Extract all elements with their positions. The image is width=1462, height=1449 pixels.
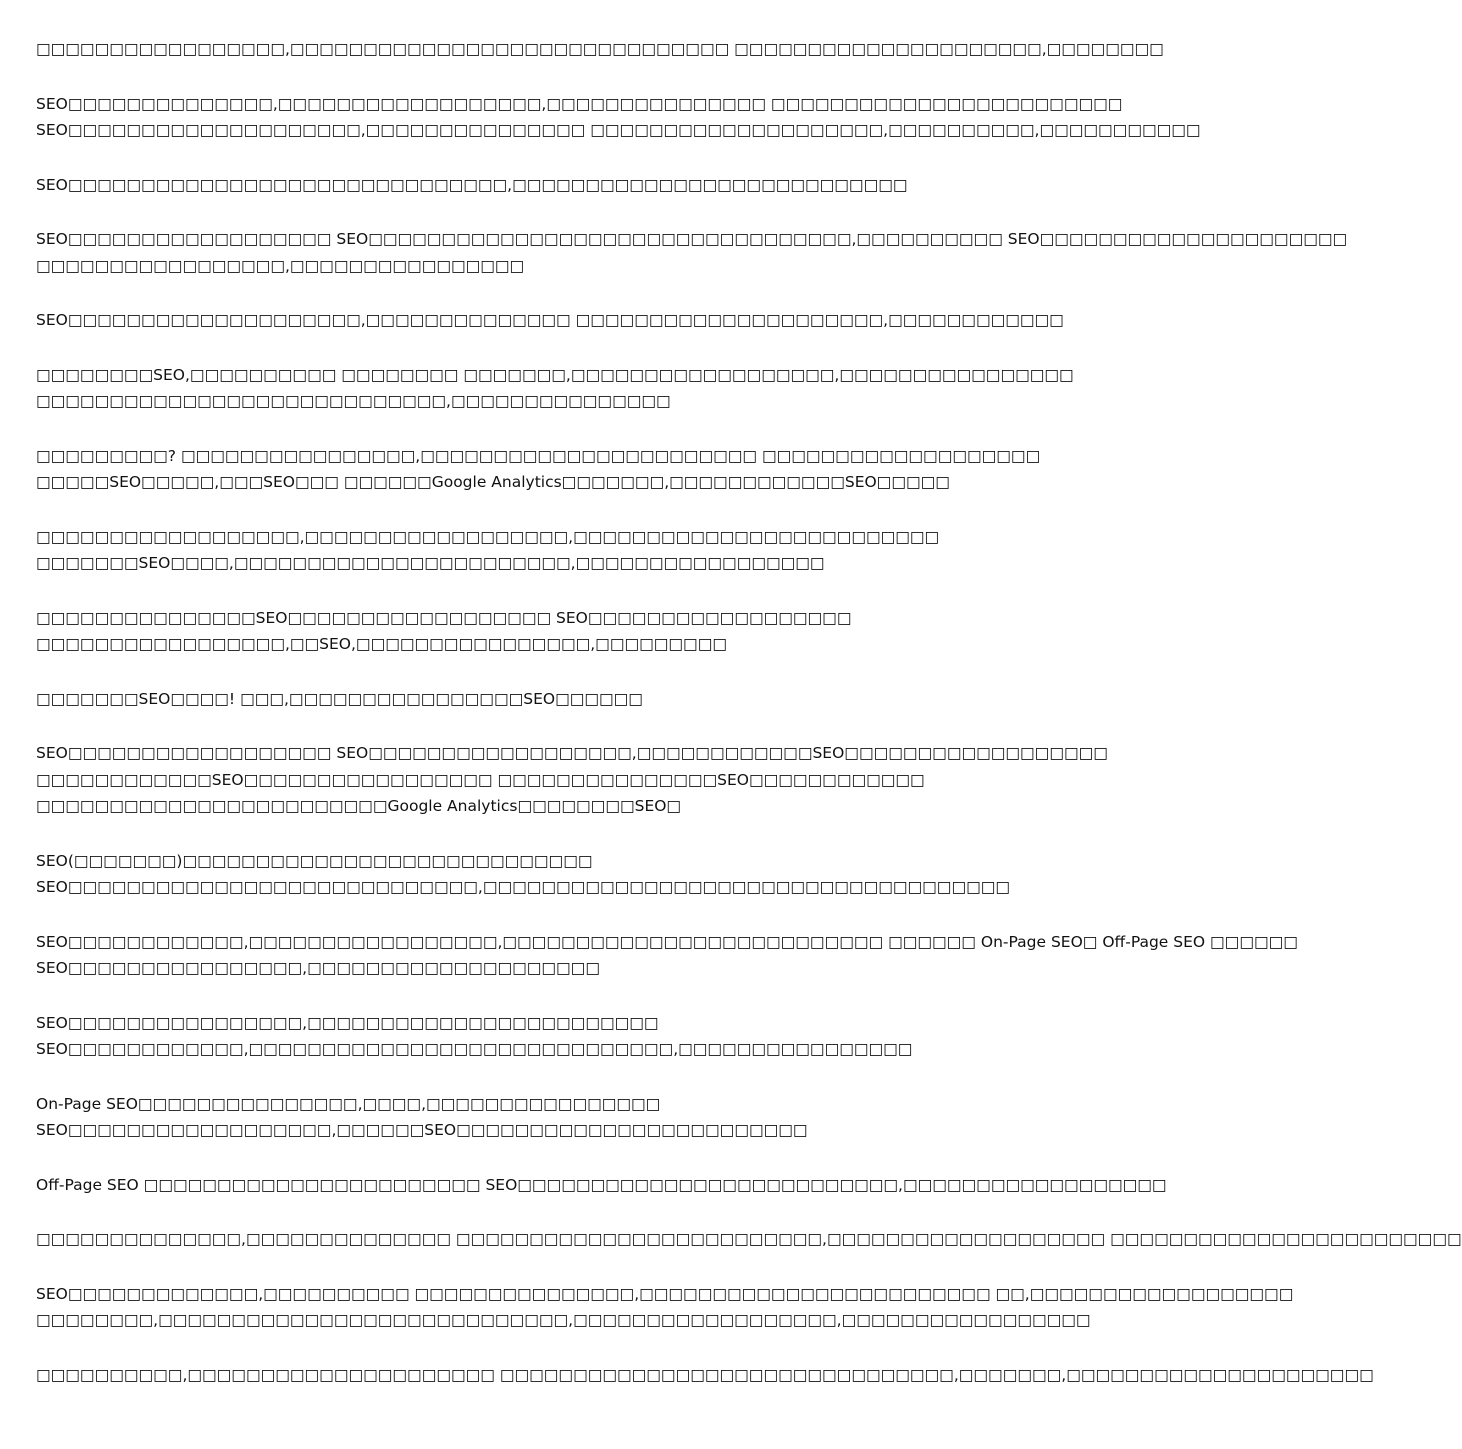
text-line: SEO(□□□□□□□)□□□□□□□□□□□□□□□□□□□□□□□□□□□□	[36, 851, 593, 870]
text-line: SEO□□□□□□□□□□□□,□□□□□□□□□□□□□□□□□,□□□□□□□□□□□□□□□□□□□□□□□□□□ □□□□□□ On-Page SEO□ Off-Page SEO □□□□□□	[36, 932, 1298, 951]
text-line: □□□□□□□□□□□□□□□□□,□□□□□□□□□□□□□□□□	[36, 256, 525, 275]
paragraph	[36, 1010, 996, 1063]
text-line: Off-Page SEO □□□□□□□□□□□□□□□□□□□□□□□ SEO□□□□□□□□□□□□□□□□□□□□□□□□□□,□□□□□□□□□□□□□□□□□□	[36, 1175, 1167, 1194]
text-line: SEO□□□□□□□□□□□□□□□□□□□□,□□□□□□□□□□□□□□□ □□□□□□□□□□□□□□□□□□□□,□□□□□□□□□□,□□□□□□□□□□□	[36, 121, 1201, 139]
paragraph	[36, 686, 996, 713]
text-line: On-Page SEO□□□□□□□□□□□□□□□,□□□□,□□□□□□□□□□□□□□□□	[36, 1094, 661, 1113]
text-line: SEO□□□□□□□□□□□□□□□□□□,□□□□□□SEO□□□□□□□□□□□□□□□□□□□□□□□□	[36, 1121, 808, 1139]
paragraph	[36, 524, 996, 577]
text-line: SEO□□□□□□□□□□□□□□□□,□□□□□□□□□□□□□□□□□□□□□□□□	[36, 1013, 659, 1032]
paragraph	[36, 1362, 1374, 1389]
paragraph	[36, 1281, 1294, 1334]
paragraph	[36, 1226, 1462, 1253]
text-line: SEO□□□□□□□□□□□□,□□□□□□□□□□□□□□□□□□□□□□□□□□□□□,□□□□□□□□□□□□□□□□	[36, 1040, 913, 1058]
text-line: □□□□□□□□□□□□□□□SEO□□□□□□□□□□□□□□□□□□ SEO□□□□□□□□□□□□□□□□□□	[36, 608, 852, 627]
text-line: SEO□□□□□□□□□□□□□□□□□□ SEO□□□□□□□□□□□□□□□□□□□□□□□□□□□□□□□□□,□□□□□□□□□□ SEO□□□□□□□□□□□□□□□□□□□□□	[36, 230, 1348, 248]
paragraph	[36, 605, 996, 658]
text-line: □□□□□□□□□□□□□□□□□,□□□□□□□□□□□□□□□□□□□□□□□□□□□□□□ □□□□□□□□□□□□□□□□□□□□□,□□□□□□□□	[36, 40, 1164, 58]
text-line: SEO□□□□□□□□□□□□□□□□□□□□□□□□□□□□□□,□□□□□□□□□□□□□□□□□□□□□□□□□□□	[36, 175, 908, 194]
text-line: □□□□□SEO□□□□□,□□□SEO□□□ □□□□□□Google Analytics□□□□□□□,□□□□□□□□□□□□SEO□□□□□	[36, 473, 950, 491]
text-line: SEO□□□□□□□□□□□□□,□□□□□□□□□□ □□□□□□□□□□□□□□□,□□□□□□□□□□□□□□□□□□□□□□□□ □□,□□□□□□□□□□□□□□□□□□	[36, 1284, 1294, 1303]
paragraph	[36, 36, 1164, 63]
text-line: □□□□□□□□□□□□□□□□□□,□□□□□□□□□□□□□□□□□□,□□□□□□□□□□□□□□□□□□□□□□□□□	[36, 527, 940, 546]
paragraph	[36, 1172, 1167, 1199]
paragraph	[36, 226, 1348, 279]
document-body	[36, 36, 1462, 1416]
paragraph	[36, 740, 1108, 820]
text-line: □□□□□□□□□□□□□□□□□□□□□□□□□□□□,□□□□□□□□□□□□□□□	[36, 392, 671, 410]
text-line: SEO□□□□□□□□□□□□□□□□,□□□□□□□□□□□□□□□□□□□□	[36, 959, 600, 977]
paragraph	[36, 443, 1041, 496]
paragraph	[36, 1091, 996, 1144]
paragraph	[36, 91, 1201, 144]
paragraph	[36, 848, 1011, 901]
text-line: □□□□□□□SEO□□□□! □□□,□□□□□□□□□□□□□□□□SEO□□□□□□	[36, 689, 643, 708]
paragraph	[36, 172, 996, 199]
text-line: SEO□□□□□□□□□□□□□□□□□□□□,□□□□□□□□□□□□□□ □□□□□□□□□□□□□□□□□□□□□,□□□□□□□□□□□□	[36, 311, 1064, 329]
text-line: □□□□□□□□□□,□□□□□□□□□□□□□□□□□□□□□ □□□□□□□□□□□□□□□□□□□□□□□□□□□□□□□,□□□□□□□,□□□□□□□□□□□□□□□□□□□□□	[36, 1365, 1374, 1384]
paragraph	[36, 362, 1074, 415]
text-line: SEO□□□□□□□□□□□□□□□□□□ SEO□□□□□□□□□□□□□□□□□□,□□□□□□□□□□□□SEO□□□□□□□□□□□□□□□□□□	[36, 744, 1108, 762]
text-line: □□□□□□□□SEO,□□□□□□□□□□ □□□□□□□□ □□□□□□□,□□□□□□□□□□□□□□□□□□,□□□□□□□□□□□□□□□□	[36, 365, 1074, 384]
paragraph	[36, 307, 1064, 334]
text-line: □□□□□□□□□□□□□□,□□□□□□□□□□□□□□ □□□□□□□□□□□□□□□□□□□□□□□□□,□□□□□□□□□□□□□□□□□□□ □□□□□□□□□□□□□□□□□□□□□□□□	[36, 1230, 1462, 1248]
paragraph	[36, 929, 1298, 982]
text-line: SEO□□□□□□□□□□□□□□□□□□□□□□□□□□□□,□□□□□□□□□□□□□□□□□□□□□□□□□□□□□□□□□□□□	[36, 878, 1011, 896]
text-line: SEO□□□□□□□□□□□□□□,□□□□□□□□□□□□□□□□□□,□□□□□□□□□□□□□□□ □□□□□□□□□□□□□□□□□□□□□□□□	[36, 94, 1123, 113]
text-line: □□□□□□□□□□□□□□□□□,□□SEO,□□□□□□□□□□□□□□□□,□□□□□□□□□	[36, 635, 727, 653]
text-line: □□□□□□□□□? □□□□□□□□□□□□□□□□,□□□□□□□□□□□□□□□□□□□□□□□ □□□□□□□□□□□□□□□□□□□	[36, 446, 1041, 465]
text-line: □□□□□□□□□□□□SEO□□□□□□□□□□□□□□□□□ □□□□□□□□□□□□□□□SEO□□□□□□□□□□□□	[36, 770, 925, 789]
text-line: □□□□□□□□□□□□□□□□□□□□□□□□Google Analytics□□□□□□□□SEO□	[36, 797, 682, 815]
text-line: □□□□□□□SEO□□□□,□□□□□□□□□□□□□□□□□□□□□□□,□□□□□□□□□□□□□□□□□	[36, 554, 825, 572]
text-line: □□□□□□□□,□□□□□□□□□□□□□□□□□□□□□□□□□□□□,□□□□□□□□□□□□□□□□□□,□□□□□□□□□□□□□□□□□	[36, 1311, 1091, 1329]
